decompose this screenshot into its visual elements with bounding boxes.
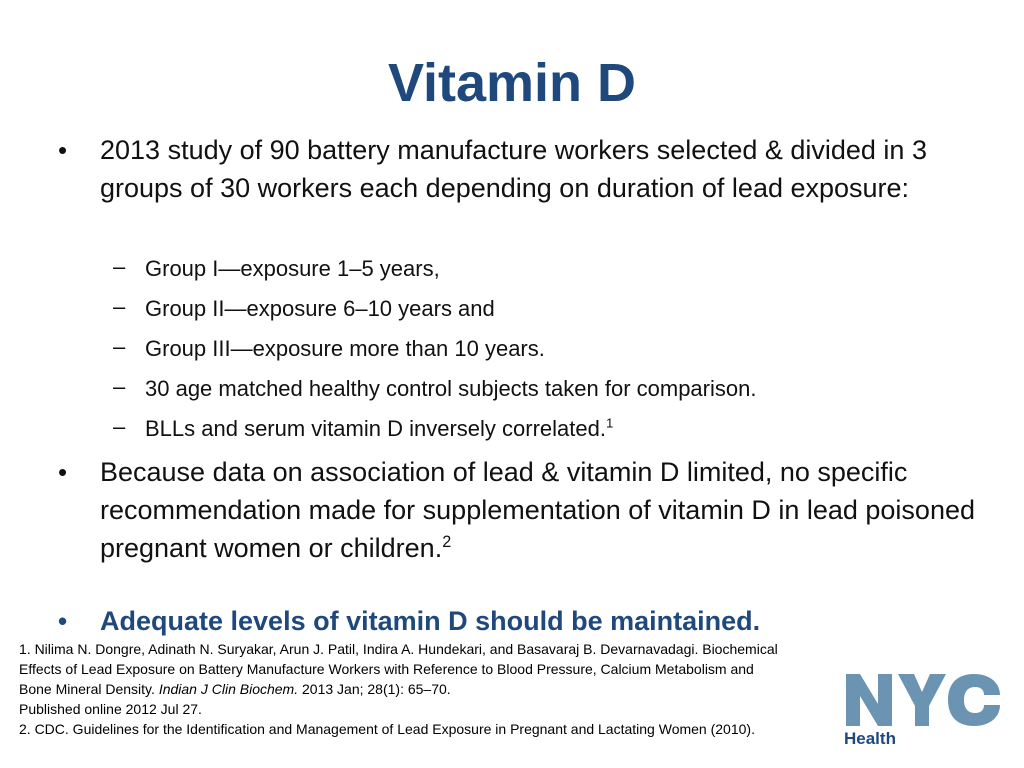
sub-bullet-dash: – bbox=[113, 254, 126, 279]
bullet-adequate-levels bbox=[58, 602, 980, 640]
footnote-marker: 2 bbox=[442, 533, 452, 551]
sub-bullet-text: Group II—exposure 6–10 years and bbox=[145, 296, 495, 321]
bullet-text: Because data on association of lead & vitamin D limited, no specific recommendation made for supplementation of vitamin D in lead poisoned pregnant women or children. bbox=[100, 457, 975, 563]
sub-bullet-controls bbox=[113, 374, 945, 404]
references bbox=[19, 639, 849, 739]
sub-bullet-text: Group I—exposure 1–5 years, bbox=[145, 256, 440, 281]
bullet-dot: • bbox=[58, 606, 68, 636]
slide-title: Vitamin D bbox=[387, 53, 637, 113]
reference-1-title-end: Bone Mineral Density. bbox=[19, 681, 159, 697]
sub-bullet-dash: – bbox=[113, 374, 126, 399]
sub-bullet-dash: – bbox=[113, 414, 126, 439]
sub-bullet-correlation bbox=[113, 414, 945, 444]
bullet-text: Adequate levels of vitamin D should be maintained. bbox=[100, 606, 761, 636]
sub-bullet-text: BLLs and serum vitamin D inversely correlated. bbox=[145, 416, 606, 441]
sub-bullet-dash: – bbox=[113, 294, 126, 319]
reference-1-citation: 2013 Jan; 28(1): 65–70. bbox=[298, 681, 451, 697]
bullet-recommendation bbox=[58, 453, 980, 567]
sub-bullet-text: Group III—exposure more than 10 years. bbox=[145, 336, 545, 361]
sub-bullet-group-1 bbox=[113, 254, 945, 284]
reference-1-line-1: 1. Nilima N. Dongre, Adinath N. Suryakar, Arun J. Patil, Indira A. Hundekari, and Basavaraj B. Devarnavadagi. Biochemical bbox=[19, 641, 778, 657]
reference-1-line-3 bbox=[19, 679, 849, 699]
bullet-study bbox=[58, 131, 980, 207]
bullet-dot: • bbox=[58, 457, 68, 487]
logo-label: Health bbox=[844, 729, 896, 748]
reference-1-line-2: Effects of Lead Exposure on Battery Manufacture Workers with Reference to Blood Pressure, Calcium Metabolism and bbox=[19, 661, 754, 677]
sub-bullet-group-3 bbox=[113, 334, 945, 364]
bullet-text: 2013 study of 90 battery manufacture workers selected & divided in 3 groups of 30 workers each depending on duration of lead exposure: bbox=[100, 135, 927, 203]
footnote-marker: 1 bbox=[605, 415, 614, 431]
reference-1-journal: Indian J Clin Biochem. bbox=[158, 681, 299, 697]
sub-bullet-text: 30 age matched healthy control subjects taken for comparison. bbox=[145, 376, 757, 401]
sub-bullet-dash: – bbox=[113, 334, 126, 359]
reference-2: 2. CDC. Guidelines for the Identification and Management of Lead Exposure in Pregnant and Lactating Women (2010). bbox=[19, 721, 755, 737]
bullet-dot: • bbox=[58, 135, 68, 165]
sub-bullet-group-2 bbox=[113, 294, 945, 324]
reference-1-line-4: Published online 2012 Jul 27. bbox=[19, 701, 202, 717]
